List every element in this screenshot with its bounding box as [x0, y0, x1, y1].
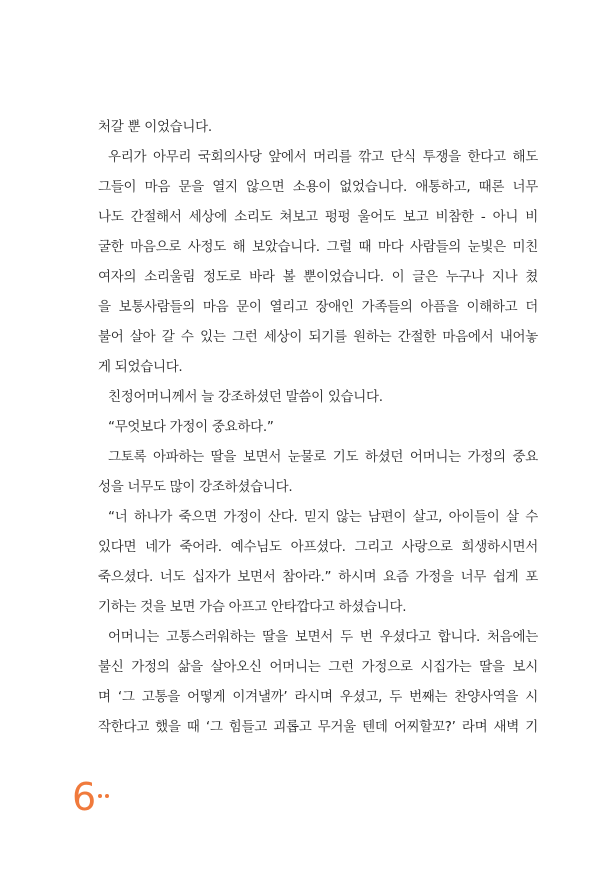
text-line: 며 ‘그 고통을 어떻게 이겨낼까’ 라시며 우셨고, 두 번째는 찬양사역을 시 — [98, 689, 538, 705]
text-line: 죽으셨다. 너도 십자가 보면서 참아라.” 하시며 요즘 가정을 너무 쉽게 포 — [98, 569, 538, 585]
body-text — [98, 112, 538, 742]
text-line: “무엇보다 가정이 중요하다.” — [108, 419, 274, 435]
dot — [105, 794, 109, 798]
text-line: 있다면 네가 죽어라. 예수님도 아프셨다. 그리고 사랑으로 희생하시면서 — [98, 539, 538, 555]
text-line: 게 되었습니다. — [98, 359, 183, 375]
text-line: 을 보통사람들의 마음 문이 열리고 장애인 가족들의 아픔을 이해하고 더 — [98, 299, 538, 315]
text-line: 성을 너무도 많이 강조하셨습니다. — [98, 479, 293, 495]
text-line: 친정어머니께서 늘 강조하셨던 말씀이 있습니다. — [108, 389, 383, 405]
text-line: 기하는 것을 보면 가슴 아프고 안타깝다고 하셨습니다. — [98, 599, 407, 615]
text-line: 여자의 소리울림 정도로 바라 볼 뿐이었습니다. 이 글은 누구나 지나 쳤 — [98, 269, 538, 285]
page-number-dots — [98, 794, 109, 798]
text-line: 나도 간절해서 세상에 소리도 쳐보고 펑펑 울어도 보고 비참한 - 아니 비 — [98, 209, 538, 225]
text-line: 처갈 뿐 이었습니다. — [98, 119, 212, 135]
page-number: 6 — [72, 775, 97, 819]
text-line: 그들이 마음 문을 열지 않으면 소용이 없었습니다. 애통하고, 때론 너무 — [98, 179, 538, 195]
text-line: “너 하나가 죽으면 가정이 산다. 믿지 않는 남편이 살고, 아이들이 살 수 — [108, 509, 538, 525]
text-line: 작한다고 했을 때 ‘그 힘들고 괴롭고 무거울 텐데 어찌할꼬?’ 라며 새벽 기 — [98, 719, 538, 735]
text-line: 우리가 아무리 국회의사당 앞에서 머리를 깎고 단식 투쟁을 한다고 해도 — [108, 149, 538, 165]
text-line: 굴한 마음으로 사정도 해 보았습니다. 그럴 때 마다 사람들의 눈빛은 미친 — [98, 239, 538, 255]
text-line: 불신 가정의 삶을 살아오신 어머니는 그런 가정으로 시집가는 딸을 보시 — [98, 659, 538, 675]
text-line: 불어 살아 갈 수 있는 그런 세상이 되기를 원하는 간절한 마음에서 내어놓 — [98, 329, 538, 345]
text-line: 그토록 아파하는 딸을 보면서 눈물로 기도 하셨던 어머니는 가정의 중요 — [108, 449, 538, 465]
dot — [98, 794, 102, 798]
text-line: 어머니는 고통스러워하는 딸을 보면서 두 번 우셨다고 합니다. 처음에는 — [108, 629, 538, 645]
